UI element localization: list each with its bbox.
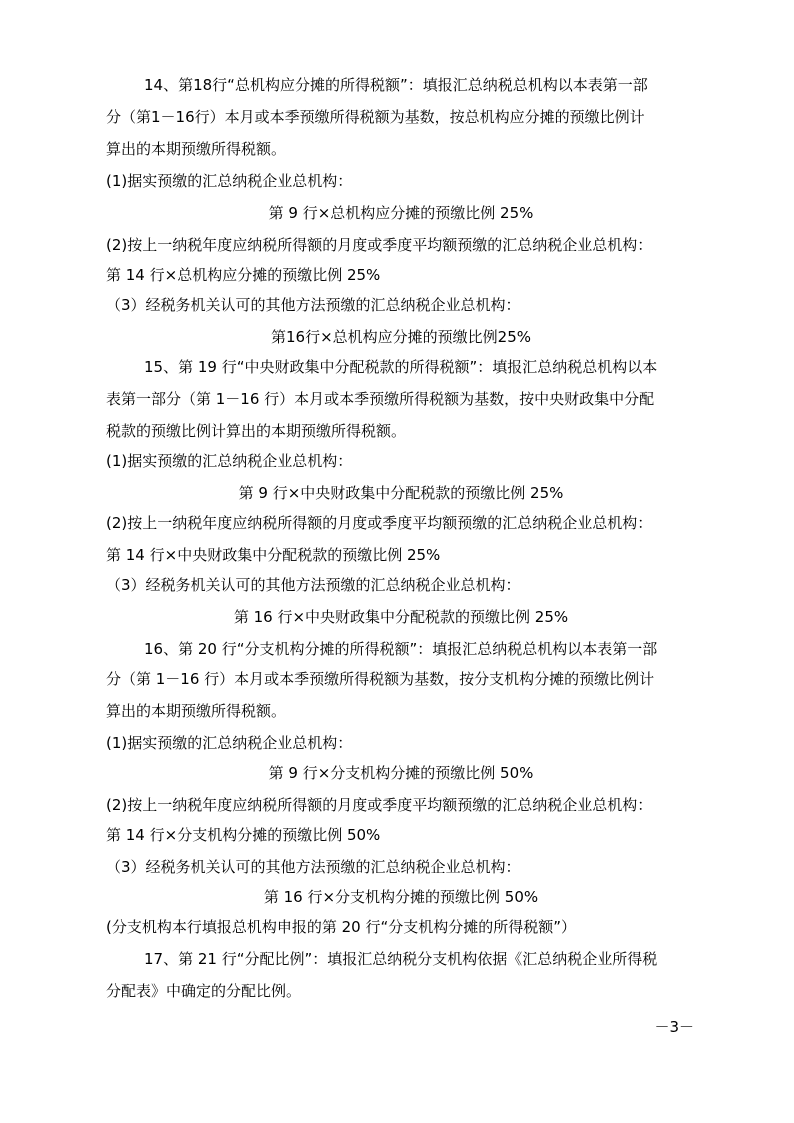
paragraph-line: 17、第 21 行“分配比例”：填报汇总纳税分支机构依据《汇总纳税企业所得税 xyxy=(144,950,658,968)
paragraph-line: 分（第1－16行）本月或本季预缴所得税额为基数，按总机构应分摊的预缴比例计 xyxy=(106,108,645,126)
page-number: －3－ xyxy=(654,1018,694,1036)
formula-line: 第 16 行×分支机构分摊的预缴比例 50% xyxy=(263,888,539,906)
paragraph-line: （3）经税务机关认可的其他方法预缴的汇总纳税企业总机构： xyxy=(106,858,521,876)
paragraph-line: (1)据实预缴的汇总纳税企业总机构： xyxy=(106,172,353,190)
paragraph-line: 第 14 行×中央财政集中分配税款的预缴比例 25% xyxy=(106,546,441,564)
paragraph-line: 第 14 行×总机构应分摊的预缴比例 25% xyxy=(106,266,381,284)
paragraph-line: 分（第 1－16 行）本月或本季预缴所得税额为基数，按分支机构分摊的预缴比例计 xyxy=(106,670,655,688)
paragraph-line: 15、第 19 行“中央财政集中分配税款的所得税额”：填报汇总纳税总机构以本 xyxy=(144,358,658,376)
paragraph-line: (2)按上一纳税年度应纳税所得额的月度或季度平均额预缴的汇总纳税企业总机构： xyxy=(106,796,653,814)
paragraph-line: 14、第18行“总机构应分摊的所得税额”：填报汇总纳税总机构以本表第一部 xyxy=(144,76,648,94)
paragraph-line: (1)据实预缴的汇总纳税企业总机构： xyxy=(106,452,353,470)
paragraph-line: 算出的本期预缴所得税额。 xyxy=(106,702,287,720)
paragraph-line: （3）经税务机关认可的其他方法预缴的汇总纳税企业总机构： xyxy=(106,296,521,314)
paragraph-line: 第 14 行×分支机构分摊的预缴比例 50% xyxy=(106,826,381,844)
paragraph-line: 税款的预缴比例计算出的本期预缴所得税额。 xyxy=(106,422,407,440)
paragraph-line: 16、第 20 行“分支机构分摊的所得税额”：填报汇总纳税总机构以本表第一部 xyxy=(144,640,658,658)
paragraph-line: (分支机构本行填报总机构申报的第 20 行“分支机构分摊的所得税额”） xyxy=(106,918,577,936)
paragraph-line: (2)按上一纳税年度应纳税所得额的月度或季度平均额预缴的汇总纳税企业总机构： xyxy=(106,236,653,254)
formula-line: 第 16 行×中央财政集中分配税款的预缴比例 25% xyxy=(233,608,569,626)
paragraph-line: (1)据实预缴的汇总纳税企业总机构： xyxy=(106,734,353,752)
formula-line: 第 9 行×总机构应分摊的预缴比例 25% xyxy=(268,204,534,222)
paragraph-line: （3）经税务机关认可的其他方法预缴的汇总纳税企业总机构： xyxy=(106,576,521,594)
formula-line: 第 9 行×分支机构分摊的预缴比例 50% xyxy=(268,764,534,782)
paragraph-line: (2)按上一纳税年度应纳税所得额的月度或季度平均额预缴的汇总纳税企业总机构： xyxy=(106,514,653,532)
paragraph-line: 表第一部分（第 1－16 行）本月或本季预缴所得税额为基数，按中央财政集中分配 xyxy=(106,390,655,408)
paragraph-line: 分配表》中确定的分配比例。 xyxy=(106,982,302,1000)
paragraph-line: 算出的本期预缴所得税额。 xyxy=(106,140,287,158)
formula-line: 第16行×总机构应分摊的预缴比例25% xyxy=(271,328,531,346)
formula-line: 第 9 行×中央财政集中分配税款的预缴比例 25% xyxy=(238,484,564,502)
